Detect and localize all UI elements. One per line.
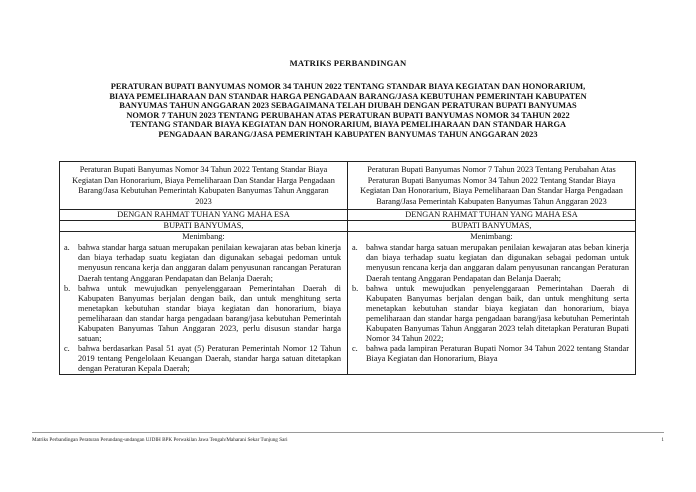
right-items (348, 243, 635, 364)
content-row (60, 232, 636, 375)
subtitle-line: TENTANG STANDAR BIAYA KEGIATAN DAN HONORARIUM, BIAYA PEMELIHARAAN DAN STANDAR HARGA (129, 120, 567, 130)
list-item (60, 344, 347, 374)
item-text: bahwa pada lampiran Peraturan Bupati Nomor 34 Tahun 2022 tentang Standar Biaya Kegiatan dan Honorarium, Biaya (366, 343, 629, 363)
list-item (348, 243, 635, 283)
item-label: c. (64, 343, 70, 353)
subtitle-line: BANYUMAS TAHUN ANGGARAN 2023 SEBAGAIMANA TELAH DIUBAH DENGAN PERATURAN BUPATI BANYUMAS (119, 101, 577, 111)
item-text: bahwa berdasarkan Pasal 51 ayat (5) Peraturan Pemerintah Nomor 12 Tahun 2019 tentang Pengelolaan Keuangan Daerah, standar harga satuan ditetapkan dengan Peraturan Kepala Daerah; (78, 343, 341, 373)
table-header-row (60, 162, 636, 210)
list-item (348, 344, 635, 364)
footer-text: Matriks Perbandingan Peraturan Perundang-undangan UJDIH BPK Perwakilan Jawa Tengah/Maharani Sekar Tunjung Sari (32, 437, 288, 443)
item-label: c. (352, 343, 358, 353)
right-content-cell (348, 232, 636, 375)
item-label: a. (352, 243, 358, 253)
item-text: bahwa standar harga satuan merupakan penilaian kewajaran atas beban kinerja dan biaya terhadap suatu kegiatan dan digunakan sebagai pedoman untuk menyusun rencana kerja dan anggaran dalam penyusunan rancangan Peraturan Daerah tentang Anggaran Pendapatan dan Belanja Daerah; (366, 243, 629, 283)
left-bupati: BUPATI BANYUMAS, (60, 221, 348, 232)
subtitle-line: NOMOR 7 TAHUN 2023 TENTANG PERUBAHAN ATAS PERATURAN BUPATI BANYUMAS NOMOR 34 TAHUN 2022 (126, 110, 570, 120)
item-label: b. (352, 283, 359, 293)
document-subtitle (52, 82, 644, 140)
left-content-cell (60, 232, 348, 375)
item-text: bahwa standar harga satuan merupakan penilaian kewajaran atas beban kinerja dan biaya terhadap suatu kegiatan dan digunakan sebagai pedoman untuk menyusun rencana kerja dan anggaran dalam penyusunan rancangan Peraturan Daerah tentang Anggaran Pendapatan dan Belanja Daerah; (78, 243, 341, 283)
item-text: bahwa untuk mewujudkan penyelenggaraan Pemerintahan Daerah di Kabupaten Banyumas berjalan dengan baik, dan untuk menghitung serta menetapkan kebutuhan standar biaya kegiatan dan honorarium, biaya pemeliharaan dan standar harga pengadaan barang/jasa kebutuhan Pemerintah Kabupaten Banyumas Tahun Anggaran 2023, perlu disusun standar harga satuan; (78, 283, 341, 343)
list-item (60, 243, 347, 283)
item-label: a. (64, 243, 70, 253)
page-footer (32, 437, 664, 443)
subtitle-line: PENGADAAN BARANG/JASA PEMERINTAH KABUPATEN BANYUMAS TAHUN ANGGARAN 2023 (158, 129, 538, 139)
comparison-table (59, 161, 636, 375)
bupati-row (60, 221, 636, 232)
subtitle-line: PERATURAN BUPATI BANYUMAS NOMOR 34 TAHUN 2022 TENTANG STANDAR BIAYA KEGIATAN DAN HONORARIUM, (110, 82, 586, 91)
document-title: MATRIKS PERBANDINGAN (289, 58, 407, 68)
rahmat-row (60, 210, 636, 221)
left-rahmat: DENGAN RAHMAT TUHAN YANG MAHA ESA (60, 210, 348, 221)
right-column-header: Peraturan Bupati Banyumas Nomor 7 Tahun 2023 Tentang Perubahan Atas Peraturan Bupati Banyumas Nomor 34 Tahun 2022 Tentang Standar Biaya Kegiatan Dan Honorarium, Biaya Pemeliharaan Dan Standar Harga Pengadaan Barang/Jasa Pemerintah Kabupaten Banyumas Tahun Anggaran 2023 (348, 162, 636, 210)
right-rahmat: DENGAN RAHMAT TUHAN YANG MAHA ESA (348, 210, 636, 221)
subtitle-line: BIAYA PEMELIHARAAN DAN STANDAR HARGA PENGADAAN BARANG/JASA KEBUTUHAN PEMERINTAH KABUPATEN (109, 91, 587, 101)
footer-divider (32, 432, 664, 433)
list-item (60, 284, 347, 344)
right-menimbang: Menimbang: (470, 232, 513, 242)
item-label: b. (64, 283, 71, 293)
left-items (60, 243, 347, 374)
left-column-header: Peraturan Bupati Banyumas Nomor 34 Tahun 2022 Tentang Standar Biaya Kegiatan Dan Honorarium, Biaya Pemeliharaan Dan Standar Harga Pengadaan Barang/Jasa Kebutuhan Pemerintah Kabupaten Banyumas Tahun Anggaran 2023 (60, 162, 348, 210)
page-number: 1 (661, 437, 664, 443)
right-bupati: BUPATI BANYUMAS, (348, 221, 636, 232)
left-menimbang: Menimbang: (182, 232, 225, 242)
item-text: bahwa untuk mewujudkan penyelenggaraan Pemerintahan Daerah di Kabupaten Banyumas berjalan dengan baik, dan untuk menghitung serta menetapkan kebutuhan standar biaya kegiatan dan honorarium, biaya pemeliharaan dan standar harga pengadaan barang/jasa kebutuhan Pemerintah Kabupaten Banyumas Tahun Anggaran 2023 telah ditetapkan Peraturan Bupati Nomor 34 Tahun 2022; (366, 283, 629, 343)
list-item (348, 284, 635, 344)
